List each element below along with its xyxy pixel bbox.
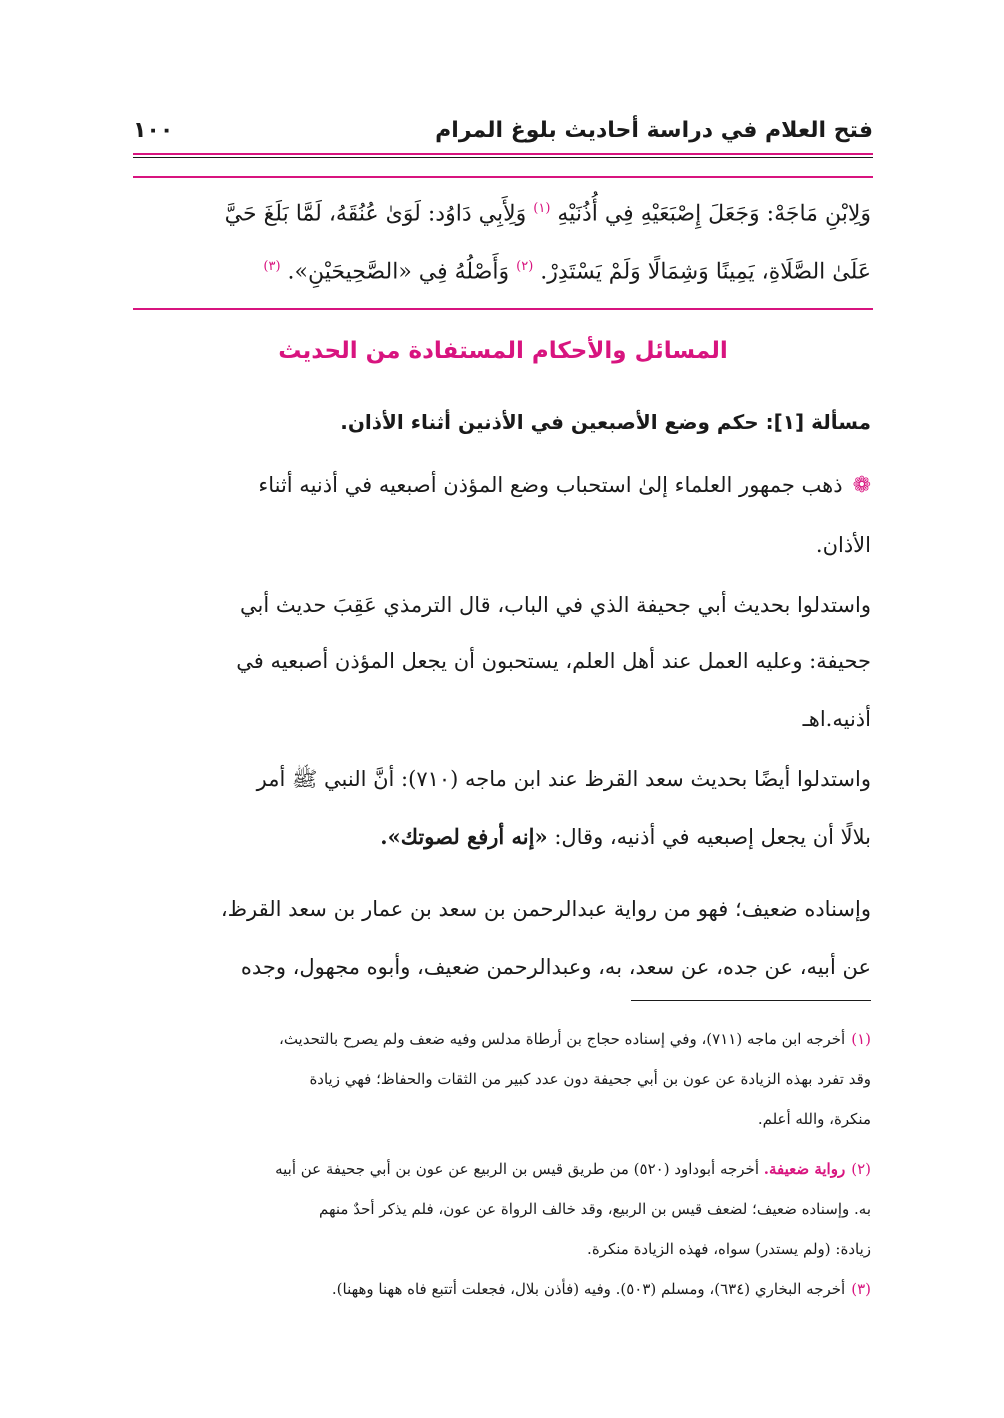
- paragraph-line: عن أبيه، عن جده، عن سعد، به، وعبدالرحمن ضعيف، وأبوه مجهول، وجده: [240, 955, 871, 979]
- paragraph-text: ذهب جمهور العلماء إلىٰ استحباب وضع المؤذن أصبعيه في أذنيه أثناء: [258, 473, 843, 497]
- footnote-number: (٢): [851, 1160, 871, 1178]
- running-header: [133, 118, 873, 158]
- footnote-ref-2[interactable]: (٢): [516, 259, 534, 274]
- paragraph-line: جحيفة: وعليه العمل عند أهل العلم، يستحبون أن يجعل المؤذن أصبعيه في: [236, 649, 871, 673]
- paragraph-line: واستدلوا بحديث أبي جحيفة الذي في الباب، قال الترمذي عَقِبَ حديث أبي: [239, 593, 871, 617]
- flower-ornament-icon: ❁: [852, 473, 871, 498]
- paragraph-line: واستدلوا أيضًا بحديث سعد القرظ عند ابن ماجه (٧١٠): أنَّ النبي ﷺ أمر: [256, 767, 871, 791]
- paragraph-line: [131, 822, 871, 852]
- section-heading: المسائل والأحكام المستفادة من الحديث: [278, 338, 728, 364]
- footnote-3: [131, 1278, 871, 1300]
- footnote-ref-3[interactable]: (٣): [263, 259, 281, 274]
- paragraph-line: وإسناده ضعيف؛ فهو من رواية عبدالرحمن بن سعد بن عمار بن سعد القرظ،: [220, 897, 871, 921]
- header-rule: [133, 157, 873, 158]
- issue-label: مسألة [١]:: [765, 410, 871, 434]
- footnote-text: أخرجه أبوداود (٥٢٠) من طريق قيس بن الربيع عن عون بن أبي جحيفة عن أبيه: [275, 1160, 759, 1178]
- footnote-1: [131, 1028, 871, 1050]
- paragraph-text: بلالًا أن يجعل إصبعيه في أذنيه، وقال:: [554, 825, 871, 849]
- issue-title: حكم وضع الأصبعين في الأذنين أثناء الأذان.: [340, 410, 759, 434]
- footnote-2: [131, 1158, 871, 1180]
- paragraph-line: [131, 470, 871, 501]
- footnote-1-line: وقد تفرد بهذه الزيادة عن عون بن أبي جحيفة دون عدد كبير من الثقات والحفاظ؛ فهي زيادة: [309, 1070, 871, 1088]
- hadith-text: وَأَصْلُهُ فِي «الصَّحِيحَيْنِ».: [287, 259, 510, 285]
- hadith-line-1: [131, 194, 871, 229]
- prophetic-quote: «إنه أرفع لصوتك».: [380, 824, 548, 849]
- issue-heading: [131, 410, 871, 434]
- footnote-2-line: به. وإسناده ضعيف؛ لضعف قيس بن الربيع، وقد خالف الرواة عن عون، فلم يذكر أحدٌ منهم: [318, 1200, 871, 1218]
- footnote-2-line: زيادة: (ولم يستدر) سواه، فهذه الزيادة منكرة.: [587, 1240, 871, 1258]
- footnote-grading: رواية ضعيفة.: [763, 1160, 846, 1178]
- footnote-text: أخرجه ابن ماجه (٧١١)، وفي إسناده حجاج بن أرطاة مدلس وفيه ضعف ولم يصرح بالتحديث،: [278, 1030, 846, 1048]
- footnote-ref-1[interactable]: (١): [533, 201, 551, 216]
- hadith-text: وَلِابْنِ مَاجَهْ: وَجَعَلَ إِصْبَعَيْهِ فِي أُذُنَيْهِ: [557, 201, 871, 227]
- page-number: ١٠٠: [133, 118, 174, 143]
- hadith-box-top-rule: [133, 176, 873, 178]
- hadith-text: عَلَىٰ الصَّلَاةِ، يَمِينًا وَشِمَالًا وَلَمْ يَسْتَدِرْ.: [540, 259, 871, 285]
- paragraph-line: الأذان.: [815, 533, 871, 557]
- footnote-number: (١): [851, 1030, 871, 1048]
- footnote-number: (٣): [851, 1280, 871, 1298]
- hadith-line-2: [131, 252, 871, 287]
- footnote-text: أخرجه البخاري (٦٣٤)، ومسلم (٥٠٣). وفيه (فأذن بلال، فجعلت أتتبع فاه ههنا وههنا).: [331, 1280, 846, 1298]
- header-rule-accent: [133, 153, 873, 155]
- paragraph-line: أذنيه.اهـ: [802, 707, 871, 731]
- hadith-box-bottom-rule: [133, 308, 873, 310]
- hadith-text: وَلِأَبِي دَاوُد: لَوَىٰ عُنُقَهُ، لَمَّا بَلَغَ حَيَّ: [224, 201, 527, 227]
- footnote-rule: [631, 1000, 871, 1001]
- book-title: فتح العلام في دراسة أحاديث بلوغ المرام: [435, 118, 873, 143]
- footnote-1-line: منكرة، والله أعلم.: [757, 1110, 871, 1128]
